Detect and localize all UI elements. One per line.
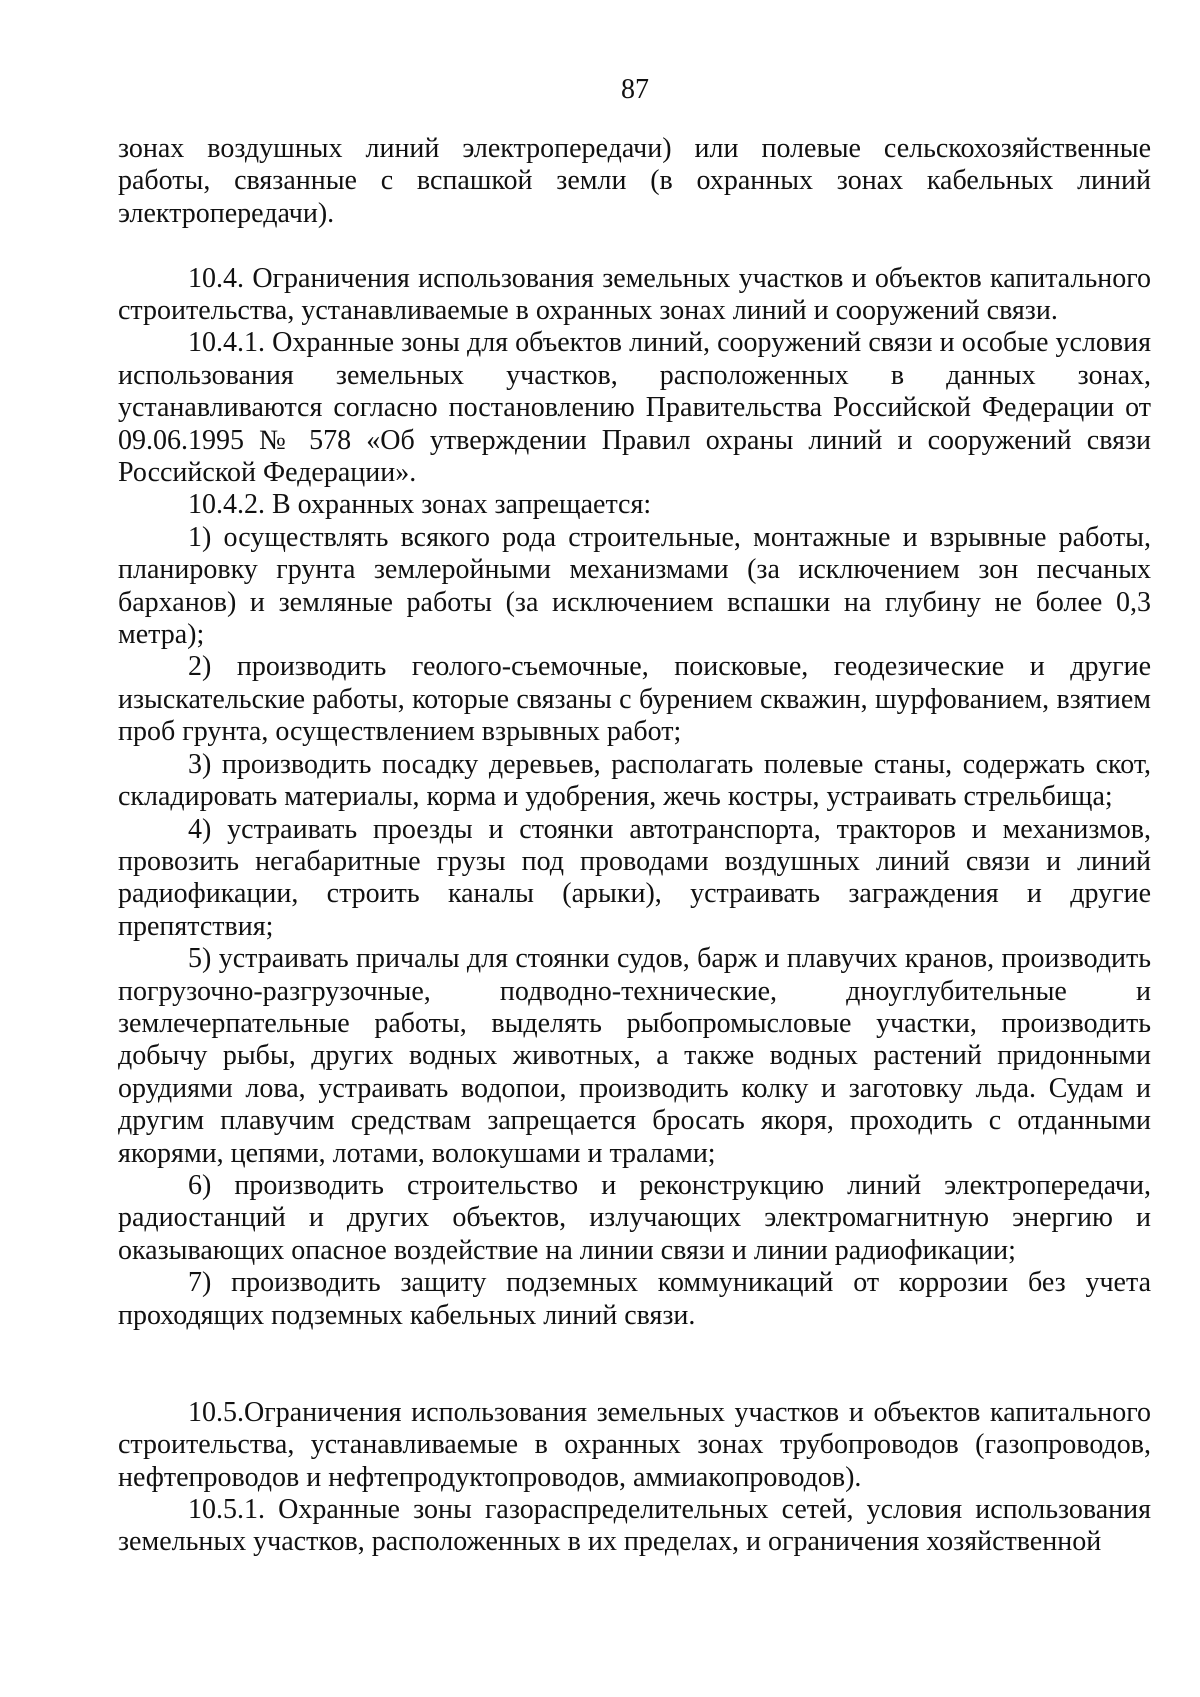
section-gap <box>118 1332 1151 1364</box>
paragraph-10-5-heading: 10.5.Ограничения использования земельных участков и объектов капитального строительства, устанавливаемые в охранных зонах трубопроводов (газопроводов, нефтепроводов и нефтепродуктопроводов, аммиакопроводов). <box>118 1396 1151 1493</box>
list-item-2: 2) производить геолого-съемочные, поисковые, геодезические и другие изыскательские работы, которые связаны с бурением скважин, шурфованием, взятием проб грунта, осуществлением взрывных работ; <box>118 651 1151 748</box>
paragraph-10-4-heading: 10.4. Ограничения использования земельных участков и объектов капитального строительства, устанавливаемые в охранных зонах линий и сооружений связи. <box>118 262 1151 327</box>
page-number: 87 <box>621 74 649 105</box>
list-item-6: 6) производить строительство и реконструкцию линий электропередачи, радиостанций и других объектов, излучающих электромагнитную энергию и оказывающих опасное воздействие на линии связи и линии радиофикации; <box>118 1169 1151 1266</box>
paragraph-10-4-2: 10.4.2. В охранных зонах запрещается: <box>188 489 652 521</box>
section-gap <box>118 1364 1151 1396</box>
paragraph-continuation: зонах воздушных линий электропередачи) или полевые сельскохозяйственные работы, связанные с вспашкой земли (в охранных зонах кабельных линий электропередачи). <box>118 133 1151 229</box>
section-gap <box>118 230 1151 262</box>
list-item-5: 5) устраивать причалы для стоянки судов, барж и плавучих кранов, производить погрузочно-разгрузочные, подводно-технические, дноуглубительные и землечерпательные работы, выделять рыбопромысловые участки, производить добычу рыбы, других водных животных, а также водных растений придонными орудиями лова, устраивать водопои, производить колку и заготовку льда. Судам и другим плавучим средствам запрещается бросать якоря, проходить с отданными якорями, цепями, лотами, волокушами и тралами; <box>118 943 1151 1169</box>
paragraph-10-5-1: 10.5.1. Охранные зоны газораспределительных сетей, условия использования земельных участков, расположенных в их пределах, и ограничения хозяйственной <box>118 1494 1151 1558</box>
document-body <box>118 133 1151 1559</box>
list-item-4: 4) устраивать проезды и стоянки автотранспорта, тракторов и механизмов, провозить негабаритные грузы под проводами воздушных линий связи и линий радиофикации, строить каналы (арыки), устраивать заграждения и другие препятствия; <box>118 813 1151 942</box>
list-item-1: 1) осуществлять всякого рода строительные, монтажные и взрывные работы, планировку грунта землеройными механизмами (за исключением зон песчаных барханов) и земляные работы (за исключением вспашки на глубину не более 0,3 метра); <box>118 521 1151 651</box>
list-item-3: 3) производить посадку деревьев, располагать полевые станы, содержать скот, складировать материалы, корма и удобрения, жечь костры, устраивать стрельбища; <box>118 748 1151 813</box>
paragraph-10-4-1: 10.4.1. Охранные зоны для объектов линий, сооружений связи и особые условия использования земельных участков, расположенных в данных зонах, устанавливаются согласно постановлению Правительства Российской Федерации от 09.06.1995 № 578 «Об утверждении Правил охраны линий и сооружений связи Российской Федерации». <box>118 327 1151 489</box>
list-item-7: 7) производить защиту подземных коммуникаций от коррозии без учета проходящих подземных кабельных линий связи. <box>118 1267 1151 1331</box>
